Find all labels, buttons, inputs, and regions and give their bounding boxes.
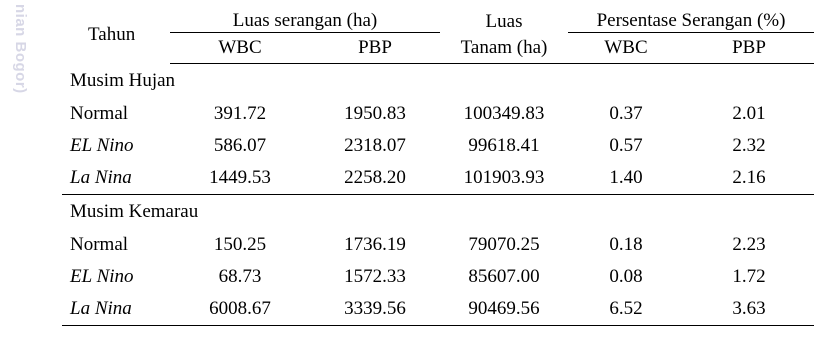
cell-wbc: 68.73 [218, 266, 262, 287]
cell-pct-wbc: 6.52 [568, 293, 684, 326]
col-header-luas-serangan: Luas serangan (ha) [170, 6, 440, 33]
cell-luas-tanam: 100349.83 [463, 103, 545, 124]
header-row-1 [62, 6, 814, 33]
cell-pbp: 2258.20 [344, 167, 406, 188]
col-header-luas-tanam-line2: Tanam (ha) [440, 33, 568, 64]
cell-pct-wbc: 0.57 [609, 135, 643, 156]
cell-pct-pbp: 2.32 [732, 135, 766, 156]
cell-luas-tanam: 99618.41 [468, 135, 540, 156]
cell-pbp: 1950.83 [344, 103, 406, 124]
col-header-wbc: WBC [170, 33, 310, 64]
row-label: La Nina [62, 293, 170, 326]
section-row-musim-hujan [62, 64, 814, 99]
cell-pct-pbp: 2.23 [732, 234, 766, 255]
table-row [62, 293, 814, 326]
table-row [62, 229, 814, 261]
cell-wbc: 586.07 [213, 135, 267, 156]
row-label: EL Nino [70, 135, 134, 156]
col-header-luas-tanam-line1: Luas [485, 10, 523, 32]
cell-wbc: 1449.53 [209, 167, 271, 188]
col-header-persentase: Persentase Serangan (%) [568, 6, 814, 33]
cell-pct-pbp: 2.01 [732, 103, 766, 124]
cell-pct-pbp: 3.63 [684, 293, 814, 326]
cell-pbp: 2318.07 [344, 135, 406, 156]
row-label: La Nina [70, 167, 132, 188]
section-title: Musim Kemarau [62, 195, 814, 230]
watermark [0, 0, 40, 338]
col-header-pct-pbp: PBP [684, 33, 814, 64]
cell-pct-wbc: 0.37 [609, 103, 643, 124]
cell-wbc: 150.25 [213, 234, 267, 255]
cell-pbp: 3339.56 [310, 293, 440, 326]
section-row-musim-kemarau [62, 195, 814, 230]
col-header-tahun: Tahun [88, 23, 136, 45]
row-label: Normal [70, 103, 129, 124]
table-row [62, 98, 814, 130]
cell-wbc: 6008.67 [170, 293, 310, 326]
cell-pct-wbc: 0.18 [609, 234, 643, 255]
row-label: EL Nino [70, 266, 134, 287]
cell-luas-tanam: 79070.25 [468, 234, 540, 255]
section-title: Musim Hujan [70, 70, 176, 91]
cell-wbc: 391.72 [213, 103, 267, 124]
cell-luas-tanam: 85607.00 [468, 266, 540, 287]
cell-pbp: 1736.19 [344, 234, 406, 255]
cell-pbp: 1572.33 [344, 266, 406, 287]
table-row [62, 162, 814, 195]
data-table [62, 6, 814, 326]
cell-luas-tanam: 90469.56 [440, 293, 568, 326]
col-header-pct-wbc: WBC [568, 33, 684, 64]
cell-pct-wbc: 1.40 [609, 167, 643, 188]
cell-luas-tanam: 101903.93 [463, 167, 545, 188]
table-row [62, 130, 814, 162]
table-row [62, 261, 814, 293]
watermark-text: nian Bogor) [12, 4, 29, 94]
cell-pct-pbp: 2.16 [732, 167, 766, 188]
col-header-pbp: PBP [310, 33, 440, 64]
row-label: Normal [70, 234, 129, 255]
cell-pct-pbp: 1.72 [732, 266, 766, 287]
header-row-2 [62, 33, 814, 64]
cell-pct-wbc: 0.08 [609, 266, 643, 287]
